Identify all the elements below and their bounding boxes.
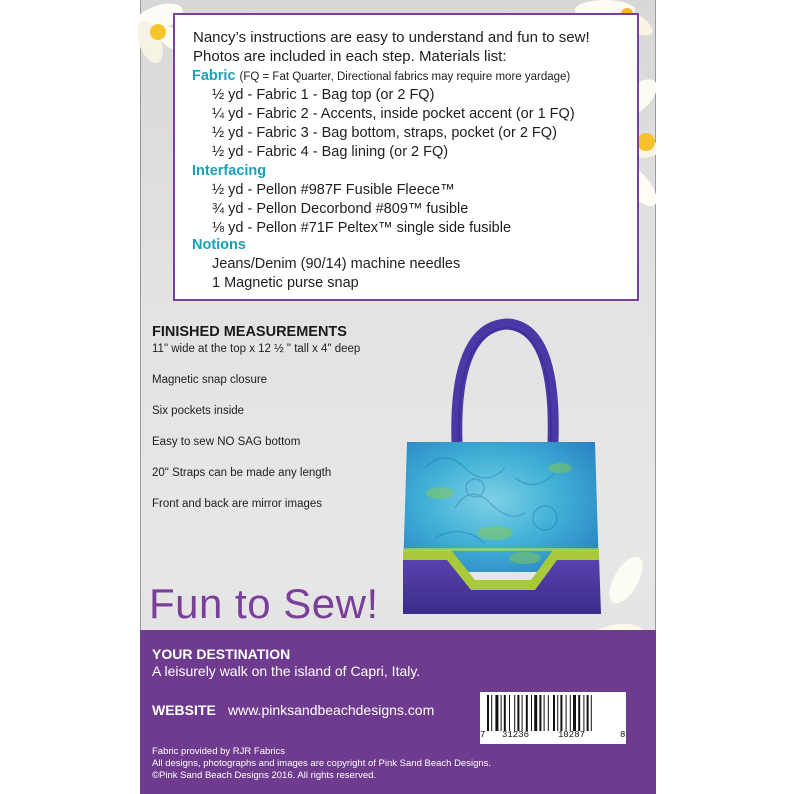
barcode-bar xyxy=(570,695,571,731)
materials-list-box xyxy=(173,13,639,301)
barcode-bar xyxy=(539,695,541,731)
feature-item: Easy to sew NO SAG bottom xyxy=(152,436,301,448)
fabric-heading-label: Fabric xyxy=(192,68,236,84)
notions-item: Jeans/Denim (90/14) machine needles xyxy=(212,256,461,272)
interfacing-item: ⅛ yd - Pellon #71F Peltex™ single side fusible xyxy=(212,220,512,236)
fabric-item: ½ yd - Fabric 3 - Bag bottom, straps, pocket (or 2 FQ) xyxy=(212,125,557,141)
interfacing-heading: Interfacing xyxy=(192,163,267,179)
website-url: www.pinksandbeachdesigns.com xyxy=(228,702,435,718)
destination-text: A leisurely walk on the island of Capri, Italy. xyxy=(152,663,421,679)
fabric-heading xyxy=(192,68,662,84)
barcode-bar xyxy=(560,695,562,731)
barcode-bar xyxy=(501,695,502,731)
barcode-bar xyxy=(534,695,537,731)
tagline: Fun to Sew! xyxy=(149,580,379,627)
barcode-bar xyxy=(509,695,510,731)
destination-title: YOUR DESTINATION xyxy=(152,646,291,662)
website-label: WEBSITE xyxy=(152,702,216,718)
fabric-note: (FQ = Fat Quarter, Directional fabrics may require more yardage) xyxy=(239,71,571,83)
barcode-bar xyxy=(573,695,576,731)
barcode-bars xyxy=(487,695,619,731)
barcode-bar xyxy=(578,695,580,731)
interfacing-item: ½ yd - Pellon #987F Fusible Fleece™ xyxy=(212,182,455,198)
intro-line-2: Photos are included in each step. Materials list: xyxy=(193,48,507,65)
barcode-bar xyxy=(495,695,498,731)
barcode-digit-last: 8 xyxy=(620,730,626,740)
barcode-bar xyxy=(491,695,492,731)
notions-heading: Notions xyxy=(192,237,246,253)
feature-item: 11" wide at the top x 12 ½ " tall x 4" deep xyxy=(152,343,361,355)
barcode-bar xyxy=(566,695,567,731)
fine-print-line: Fabric provided by RJR Fabrics xyxy=(152,746,286,757)
fine-print-line: ©Pink Sand Beach Designs 2016. All rights reserved. xyxy=(152,770,377,781)
fabric-item: ½ yd - Fabric 4 - Bag lining (or 2 FQ) xyxy=(212,144,449,160)
barcode-bar xyxy=(591,695,592,731)
barcode-bar xyxy=(487,695,489,731)
barcode-bar xyxy=(548,695,549,731)
barcode-bar xyxy=(504,695,506,731)
barcode-bar xyxy=(553,695,555,731)
interfacing-item: ¾ yd - Pellon Decorbond #809™ fusible xyxy=(212,201,469,217)
fabric-item: ½ yd - Fabric 1 - Bag top (or 2 FQ) xyxy=(212,87,435,103)
barcode-bar xyxy=(517,695,519,731)
barcode-bar xyxy=(531,695,532,731)
feature-item: 20" Straps can be made any length xyxy=(152,467,332,479)
barcode-bar xyxy=(522,695,523,731)
feature-item: Front and back are mirror images xyxy=(152,498,323,510)
barcode-bar xyxy=(587,695,589,731)
fine-print-line: All designs, photographs and images are copyright of Pink Sand Beach Designs. xyxy=(152,758,492,769)
feature-item: Six pockets inside xyxy=(152,405,245,417)
feature-item: Magnetic snap closure xyxy=(152,374,268,386)
intro-line-1: Nancy’s instructions are easy to understand and fun to sew! xyxy=(193,29,590,46)
fabric-item: ¼ yd - Fabric 2 - Accents, inside pocket accent (or 1 FQ) xyxy=(212,106,575,122)
notions-item: 1 Magnetic purse snap xyxy=(212,275,359,291)
finished-measurements-title: FINISHED MEASUREMENTS xyxy=(152,324,347,340)
barcode-bar xyxy=(557,695,558,731)
barcode-group-1: 31236 xyxy=(502,730,530,740)
barcode-bar xyxy=(583,695,584,731)
barcode-digit-first: 7 xyxy=(480,730,486,740)
barcode-bar xyxy=(544,695,545,731)
tote-bag-photo xyxy=(395,318,610,618)
barcode-group-2: 10287 xyxy=(558,730,586,740)
barcode-bar xyxy=(526,695,528,731)
barcode xyxy=(480,692,626,744)
barcode-bar xyxy=(514,695,515,731)
